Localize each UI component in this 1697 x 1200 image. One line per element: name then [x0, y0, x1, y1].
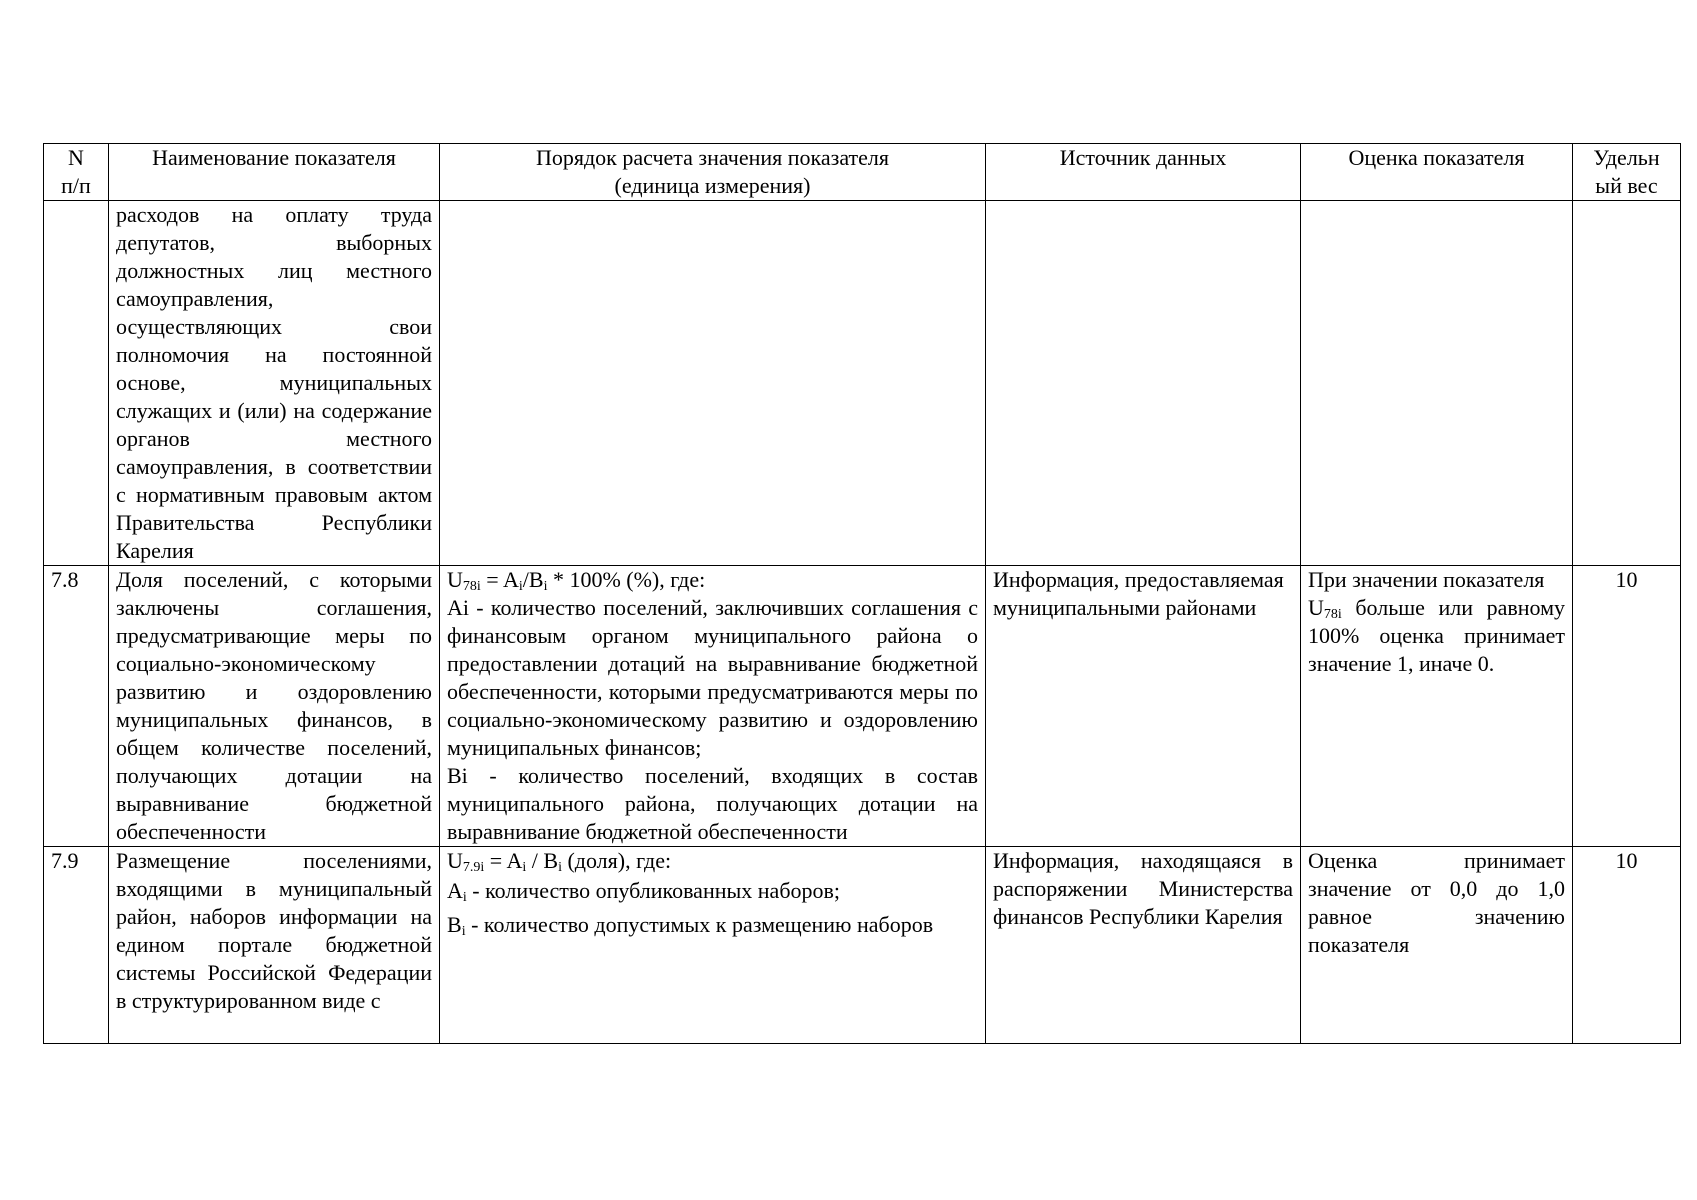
table-row — [44, 847, 1681, 1044]
calc-line-a: Ai - количество поселений, заключивших соглашения с финансовым органом муниципального района о предоставлении дотаций на выравнивание бюджетной обеспеченности, которыми предусматриваются меры по социально-экономическому развитию и оздоровлению муниципальных финансов; — [447, 595, 978, 760]
row-name — [109, 847, 440, 1044]
row-source: Информация, предоставляемая муниципальными районами — [986, 566, 1301, 847]
row-calc — [440, 566, 986, 847]
calc-line-b: $B_i$ - количество допустимых к размещению наборов — [447, 912, 934, 939]
row-weight: 10 — [1573, 566, 1681, 847]
row-calc — [440, 201, 986, 566]
indicators-table — [43, 143, 1681, 1044]
row-source — [986, 201, 1301, 566]
header-rating: Оценка показателя — [1301, 144, 1573, 201]
header-num: N п/п — [44, 144, 109, 201]
table-row — [44, 201, 1681, 566]
row-weight: 10 — [1573, 847, 1681, 1044]
header-calc: Порядок расчета значения показателя (единица измерения) — [440, 144, 986, 201]
row-rating: При значении показателя $U_{78i}$ больше или равному 100% оценка принимает значение 1, иначе 0. — [1301, 566, 1573, 847]
row-num — [44, 201, 109, 566]
table-header-row — [44, 144, 1681, 201]
calc-line-b: Bi - количество поселений, входящих в состав муниципального района, получающих дотации на выравнивание бюджетной обеспеченности — [447, 763, 978, 844]
formula: $U_{7.9i} = A_i / B_i$ (доля), где: — [447, 848, 672, 875]
row-num: 7.8 — [44, 566, 109, 847]
header-name: Наименование показателя — [109, 144, 440, 201]
row-num: 7.9 — [44, 847, 109, 1044]
header-source: Источник данных — [986, 144, 1301, 201]
row-calc — [440, 847, 986, 1044]
calc-line-a: $A_i$ - количество опубликованных наборов; — [447, 878, 841, 905]
row-source: Информация, находящаяся в распоряжении Министерства финансов Республики Карелия — [986, 847, 1301, 1044]
row-name: расходов на оплату труда депутатов, выборных должностных лиц местного самоуправления, осуществляющих свои полномочия на постоянной основе, муниципальных служащих и (или) на содержание органов местного самоуправления, в соответствии с нормативным правовым актом Правительства Республики Карелия — [109, 201, 440, 566]
row-name-text: Размещение поселениями, входящими в муниципальный район, наборов информации на едином портале бюджетной системы Российской Федерации в структурированном виде с — [116, 848, 432, 1013]
row-rating — [1301, 201, 1573, 566]
row-rating: Оценка принимает значение от 0,0 до 1,0 равное значению показателя — [1301, 847, 1573, 1044]
row-weight — [1573, 201, 1681, 566]
row-name: Доля поселений, с которыми заключены соглашения, предусматривающие меры по социально-экономическому развитию и оздоровлению муниципальных финансов, в общем количестве поселений, получающих дотации на выравнивание бюджетной обеспеченности — [109, 566, 440, 847]
table-row — [44, 566, 1681, 847]
formula: $U_{78i} = A_i/B_i * 100\%$ (%), где: — [447, 567, 706, 594]
header-weight: Удельн ый вес — [1573, 144, 1681, 201]
